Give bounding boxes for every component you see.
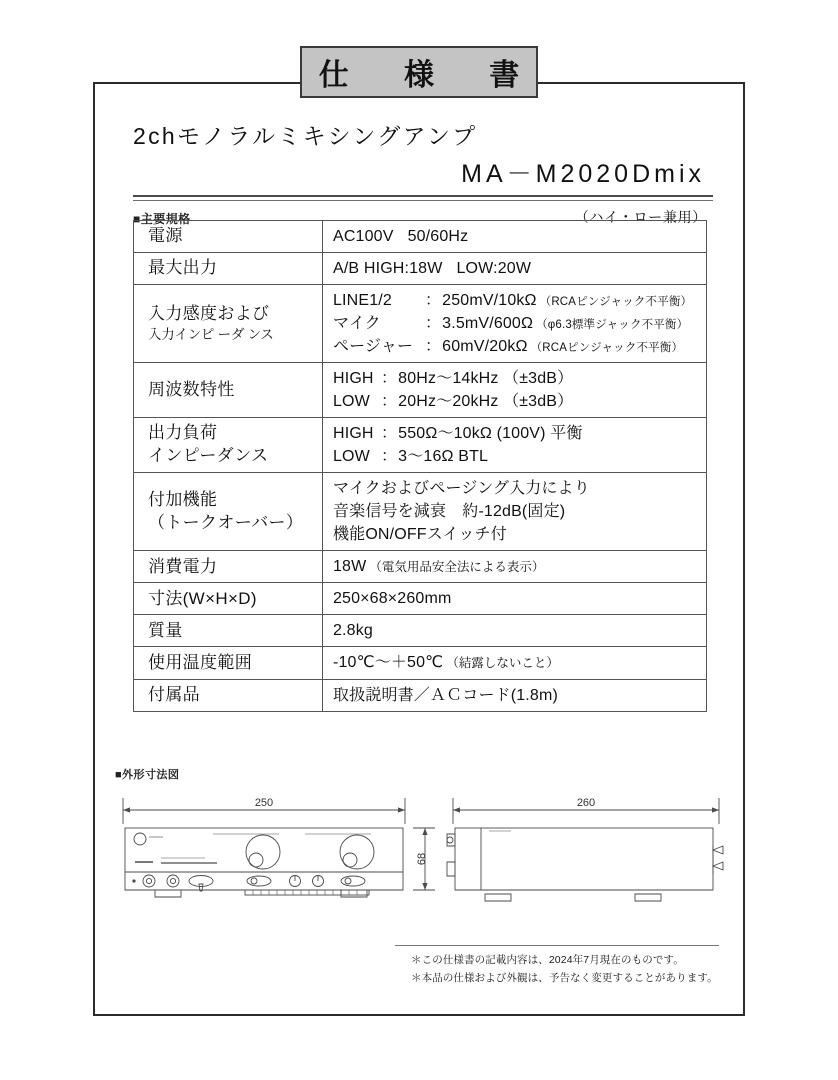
spec-value-line: [333, 289, 698, 312]
spec-value-label: -10℃〜＋50℃: [333, 654, 444, 672]
front-height-label: 68: [416, 852, 428, 866]
table-row: [134, 551, 707, 583]
spec-value-line: [333, 445, 698, 468]
spec-value-text: 50/60Hz: [407, 228, 469, 245]
side-foot-rear: [635, 894, 661, 901]
volume-knob-a-pointer: [249, 853, 263, 867]
spec-value-label: HIGH: [333, 370, 374, 388]
spec-value-label: LOW: [333, 393, 370, 411]
spec-key-line: 質量: [148, 620, 183, 640]
table-row: [134, 647, 707, 679]
spec-value-text: 250mV/10kΩ: [442, 292, 537, 310]
table-row: [134, 363, 707, 418]
table-row: [134, 285, 707, 363]
table-row: [134, 679, 707, 711]
front-width-label: 250: [254, 797, 274, 809]
spec-value-note: （RCAピンジャック不平衡）: [530, 342, 684, 355]
spec-value-line: [333, 390, 698, 413]
spec-value-cell: [323, 583, 707, 615]
outline-dimension-drawing: [113, 790, 729, 930]
section-tag-drawing: ■外形寸法図: [115, 769, 180, 781]
spec-value-separator: ：: [425, 315, 442, 333]
spec-key-cell: [134, 363, 323, 418]
spec-value-label: マイクおよびページング入力により: [333, 480, 590, 498]
specification-page: [93, 58, 745, 1016]
spec-value-line: [333, 619, 698, 642]
spec-value-cell: [323, 285, 707, 363]
spec-value-line: [333, 335, 698, 358]
table-row: [134, 253, 707, 285]
specification-table: [133, 220, 707, 712]
spec-key-line: 電源: [148, 226, 183, 246]
document-title: 仕 様 書: [318, 58, 532, 93]
spec-key-cell: [134, 285, 323, 363]
spec-key-cell: [134, 679, 323, 711]
volume-knob-b: [340, 835, 374, 869]
footer-note-2: ＊本品の仕様および外観は、予告なく変更することがあります。: [411, 972, 718, 984]
spec-value-line: [333, 225, 698, 248]
spec-key-line: 使用温度範囲: [148, 652, 253, 672]
spec-value-note: （電気用品安全法による表示）: [369, 560, 545, 575]
front-foot-right: [341, 890, 367, 897]
spec-value-line: [333, 367, 698, 390]
document-title-plate: [300, 46, 538, 98]
spec-key-line: 出力負荷: [148, 423, 218, 443]
footer-notes: [395, 945, 719, 988]
spec-value-text: 550Ω〜10kΩ (100V) 平衡: [398, 425, 583, 443]
table-row: [134, 615, 707, 647]
spec-value-line: [333, 587, 698, 610]
section-tag-specs: ■主要規格: [133, 212, 191, 226]
spec-key-cell: [134, 615, 323, 647]
spec-value-separator: ：: [381, 448, 398, 466]
spec-value-line: [333, 422, 698, 445]
spec-key-line-2: 入力インピ ーダ ンス: [148, 326, 274, 342]
spec-value-line: [333, 684, 698, 707]
side-chassis-outline: [455, 828, 713, 890]
heading-divider: [133, 195, 713, 201]
spec-key-line-2: （トークオーバー）: [148, 512, 304, 532]
rear-terminal-upper: [713, 846, 723, 854]
front-width-arrow-right: [398, 807, 405, 812]
toggle-switch-b-knob: [345, 878, 351, 884]
volume-knob-a: [246, 835, 280, 869]
front-height-arrow-top: [422, 828, 427, 835]
spec-value-cell: [323, 679, 707, 711]
spec-value-label: AC100V: [333, 228, 394, 245]
volume-knob-b-pointer: [343, 853, 357, 867]
spec-value-label: 250×68×260mm: [333, 590, 452, 608]
power-indicator-icon: [134, 833, 146, 845]
spec-value-text: 3.5mV/600Ω: [442, 315, 534, 333]
spec-value-label: LINE1/2: [333, 292, 392, 310]
spec-value-separator: ：: [381, 425, 398, 443]
spec-key-cell: [134, 583, 323, 615]
spec-value-cell: [323, 473, 707, 551]
side-depth-arrow-right: [712, 807, 719, 812]
spec-value-label: A/B HIGH:18W: [333, 260, 443, 278]
spec-value-cell: [323, 615, 707, 647]
spec-key-line: 入力感度および: [148, 304, 270, 324]
front-width-arrow-left: [123, 807, 130, 812]
spec-value-text: 20Hz〜20kHz （±3dB）: [398, 393, 574, 411]
footer-note-1: ＊この仕様書の記載内容は、2024年7月現在のものです。: [411, 954, 684, 966]
spec-value-text: 60mV/20kΩ: [442, 338, 528, 356]
product-model: MA－M2020Dmix: [461, 160, 705, 188]
front-height-arrow-bottom: [422, 883, 427, 890]
spec-value-line: [333, 500, 698, 523]
spec-value-line: [333, 312, 698, 335]
spec-value-note: （φ6.3標準ジャック不平衡）: [536, 319, 689, 332]
spec-value-text: 3〜16Ω BTL: [398, 448, 489, 466]
spec-value-label: 18W: [333, 558, 367, 576]
spec-value-label: 機能ON/OFFスイッチ付: [333, 526, 507, 544]
spec-value-line: [333, 477, 698, 500]
side-depth-label: 260: [576, 797, 596, 809]
spec-value-cell: [323, 363, 707, 418]
spec-key-line: 消費電力: [148, 556, 218, 576]
spec-value-label: LOW: [333, 448, 370, 466]
spec-value-label: 音楽信号を減衰 約-12dB(固定): [333, 503, 566, 521]
spec-table-body: [134, 221, 707, 712]
table-row: [134, 473, 707, 551]
spec-value-label: 2.8kg: [333, 622, 373, 640]
product-heading: [133, 118, 713, 227]
spec-value-text: 80Hz〜14kHz （±3dB）: [398, 370, 574, 388]
spec-value-cell: [323, 253, 707, 285]
product-name: 2chモノラルミキシングアンプ: [133, 123, 478, 149]
spec-key-line: 付加機能: [148, 490, 218, 510]
rear-terminal-lower: [713, 862, 723, 870]
spec-value-line: [333, 555, 698, 578]
spec-value-label: ページャー: [333, 338, 414, 356]
spec-value-line: [333, 651, 698, 674]
mic-jack-1: [143, 875, 155, 887]
spec-value-note: （RCAピンジャック不平衡）: [539, 296, 693, 309]
side-front-jack-bulge-upper: [447, 834, 455, 846]
spec-key-cell: [134, 221, 323, 253]
spec-value-separator: ：: [381, 393, 398, 411]
spec-value-cell: [323, 418, 707, 473]
spec-value-cell: [323, 221, 707, 253]
spec-value-cell: [323, 551, 707, 583]
side-front-jack-bulge-lower: [447, 862, 455, 876]
lower-panel-dot: [132, 879, 135, 882]
spec-key-line: 周波数特性: [148, 379, 235, 399]
speaker-terminal-block: [245, 890, 369, 895]
spec-value-separator: ：: [425, 292, 442, 310]
mic-jack-2: [167, 875, 179, 887]
spec-key-cell: [134, 551, 323, 583]
spec-key-cell: [134, 647, 323, 679]
spec-key-line-2: インピーダンス: [148, 446, 269, 466]
spec-value-separator: ：: [425, 338, 442, 356]
mic-jack-1-hole: [146, 878, 151, 883]
spec-key-line: 付属品: [148, 684, 201, 704]
table-row: [134, 221, 707, 253]
input-selector-switch: [189, 876, 213, 887]
mic-jack-2-hole: [170, 878, 175, 883]
footer-divider: [395, 945, 719, 946]
spec-value-line: [333, 523, 698, 546]
side-jack-circle: [447, 837, 453, 843]
spec-value-text: LOW:20W: [456, 260, 532, 278]
spec-value-cell: [323, 647, 707, 679]
spec-key-line: 最大出力: [148, 258, 218, 278]
spec-value-note: （結露しないこと）: [446, 656, 559, 671]
spec-value-label: 取扱説明書／ＡＣコード(1.8m): [333, 686, 558, 704]
spec-key-cell: [134, 253, 323, 285]
spec-value-separator: ：: [381, 370, 398, 388]
spec-value-label: HIGH: [333, 425, 374, 443]
side-foot-front: [485, 894, 511, 901]
spec-value-line: [333, 257, 698, 280]
spec-key-cell: [134, 418, 323, 473]
spec-key-cell: [134, 473, 323, 551]
toggle-switch-a-knob: [251, 878, 257, 884]
hi-lo-note: （ハイ・ロー兼用）: [574, 209, 707, 225]
table-row: [134, 418, 707, 473]
front-foot-left: [155, 890, 181, 897]
spec-key-line: 寸法(W×H×D): [148, 588, 257, 608]
table-row: [134, 583, 707, 615]
side-depth-arrow-left: [453, 807, 460, 812]
spec-value-label: マイク: [333, 315, 381, 333]
